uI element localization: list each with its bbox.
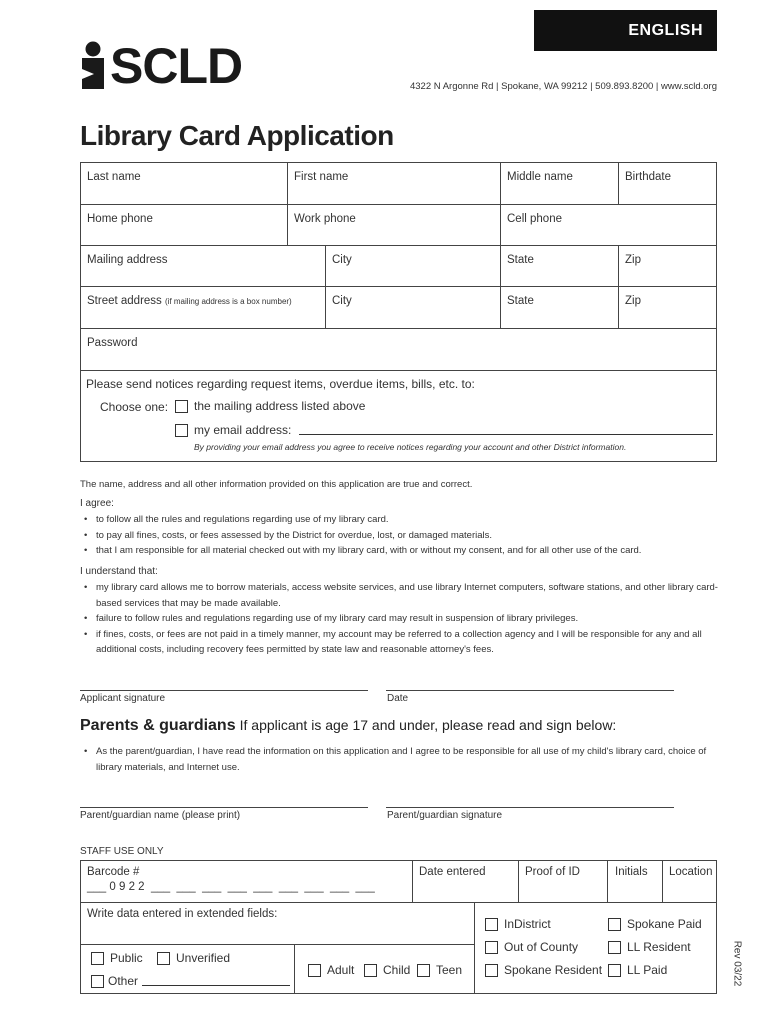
last-name-field[interactable] bbox=[80, 162, 288, 205]
first-name-label: First name bbox=[294, 171, 349, 183]
cell-phone-field[interactable] bbox=[500, 204, 717, 246]
guardians-subtitle: If applicant is age 17 and under, please read and sign below: bbox=[239, 717, 617, 733]
date-line[interactable] bbox=[386, 690, 674, 691]
public-option[interactable] bbox=[91, 951, 143, 965]
teen-checkbox[interactable] bbox=[417, 964, 430, 977]
spokane-resident-label: Spokane Resident bbox=[504, 963, 603, 977]
agree-item: • to follow all the rules and regulations regarding use of my library card. bbox=[80, 512, 710, 528]
email-option[interactable] bbox=[175, 423, 713, 437]
guardians-statement: • As the parent/guardian, I have read the information on this application and I agree to be responsible for all use of my child's library card, choice of library materials, and Internet use. bbox=[80, 744, 710, 775]
ll-paid-label: LL Paid bbox=[627, 963, 668, 977]
first-name-field[interactable] bbox=[287, 162, 501, 205]
state-label: State bbox=[507, 254, 534, 266]
agree-list bbox=[80, 512, 710, 559]
ll-paid-checkbox[interactable] bbox=[608, 964, 621, 977]
ll-resident-option[interactable] bbox=[608, 940, 691, 954]
home-phone-field[interactable] bbox=[80, 204, 288, 246]
other-label: Other bbox=[108, 974, 139, 988]
zip-field-2[interactable] bbox=[618, 286, 717, 329]
child-checkbox[interactable] bbox=[364, 964, 377, 977]
guardian-signature-line[interactable] bbox=[386, 807, 674, 808]
adult-checkbox[interactable] bbox=[308, 964, 321, 977]
logo-text: SCLD bbox=[110, 38, 243, 94]
contact-info: 4322 N Argonne Rd | Spokane, WA 99212 | 509.893.8200 | www.scld.org bbox=[409, 81, 717, 92]
email-input-line[interactable] bbox=[299, 425, 713, 435]
barcode-label: Barcode # bbox=[87, 866, 140, 878]
initials-field[interactable] bbox=[607, 860, 663, 903]
spokane-paid-label: Spokane Paid bbox=[627, 917, 702, 931]
guardian-name-line[interactable] bbox=[80, 807, 368, 808]
mailing-address-checkbox[interactable] bbox=[175, 400, 188, 413]
teen-label: Teen bbox=[436, 963, 463, 977]
guardian-name-label: Parent/guardian name (please print) bbox=[80, 810, 241, 821]
child-option[interactable] bbox=[364, 963, 410, 977]
state-label-2: State bbox=[507, 295, 534, 307]
guardians-title: Parents & guardians bbox=[80, 717, 236, 734]
street-address-field[interactable] bbox=[80, 286, 326, 329]
middle-name-label: Middle name bbox=[507, 171, 573, 183]
mailing-address-label: Mailing address bbox=[87, 254, 168, 266]
work-phone-label: Work phone bbox=[294, 213, 356, 225]
state-field-2[interactable] bbox=[500, 286, 619, 329]
date-label: Date bbox=[387, 693, 409, 704]
applicant-signature-line[interactable] bbox=[80, 690, 368, 691]
date-entered-label: Date entered bbox=[419, 866, 486, 878]
out-of-county-label: Out of County bbox=[504, 940, 579, 954]
email-disclaimer: By providing your email address you agree to receive notices regarding your account and other District information. bbox=[194, 442, 627, 452]
teen-option[interactable] bbox=[417, 963, 462, 977]
in-district-label: InDistrict bbox=[504, 917, 551, 931]
work-phone-field[interactable] bbox=[287, 204, 501, 246]
logo-mark-icon bbox=[80, 41, 106, 91]
mailing-address-field[interactable] bbox=[80, 245, 326, 287]
birthdate-field[interactable] bbox=[618, 162, 717, 205]
birthdate-label: Birthdate bbox=[625, 171, 672, 183]
adult-label: Adult bbox=[327, 963, 355, 977]
language-button[interactable]: ENGLISH bbox=[534, 10, 717, 51]
last-name-label: Last name bbox=[87, 171, 141, 183]
ll-resident-checkbox[interactable] bbox=[608, 941, 621, 954]
agree-heading: I agree: bbox=[80, 498, 114, 509]
city-field-2[interactable] bbox=[325, 286, 501, 329]
password-label: Password bbox=[87, 337, 138, 349]
street-address-note: (if mailing address is a box number) bbox=[165, 297, 292, 306]
child-label: Child bbox=[383, 963, 411, 977]
spokane-resident-option[interactable] bbox=[485, 963, 602, 977]
page-title: Library Card Application bbox=[80, 120, 394, 151]
email-option-label: my email address: bbox=[194, 423, 292, 437]
location-label: Location bbox=[669, 866, 713, 878]
spokane-paid-checkbox[interactable] bbox=[608, 918, 621, 931]
other-checkbox[interactable] bbox=[91, 975, 104, 988]
in-district-checkbox[interactable] bbox=[485, 918, 498, 931]
revision-label: Rev 03/22 bbox=[731, 940, 743, 987]
ll-paid-option[interactable] bbox=[608, 963, 667, 977]
agree-item: • that I am responsible for all material checked out with my library card, with or without my consent, and for all other use of the card. bbox=[80, 543, 710, 559]
public-checkbox[interactable] bbox=[91, 952, 104, 965]
applicant-signature-label: Applicant signature bbox=[80, 693, 166, 704]
adult-option[interactable] bbox=[308, 963, 354, 977]
city-label-2: City bbox=[332, 295, 352, 307]
public-label: Public bbox=[110, 951, 143, 965]
mailing-address-option[interactable] bbox=[175, 399, 365, 413]
city-field[interactable] bbox=[325, 245, 501, 287]
spokane-resident-checkbox[interactable] bbox=[485, 964, 498, 977]
middle-name-field[interactable] bbox=[500, 162, 619, 205]
ll-resident-label: LL Resident bbox=[627, 940, 691, 954]
unverified-option[interactable] bbox=[157, 951, 230, 965]
spokane-paid-option[interactable] bbox=[608, 917, 702, 931]
cell-phone-label: Cell phone bbox=[507, 213, 562, 225]
understand-item: • if fines, costs, or fees are not paid in a timely manner, my account may be referred to a collection agency and I will be responsible for any and all additional costs, including recovery fees permitted by state law and reasonable attorney's fees. bbox=[80, 627, 720, 658]
agree-item: • to pay all fines, costs, or fees assessed by the District for overdue, lost, or damaged materials. bbox=[80, 528, 710, 544]
extended-fields-label: Write data entered in extended fields: bbox=[87, 908, 278, 920]
barcode-value: ___ 0 9 2 2 ___ ___ ___ ___ ___ ___ ___ ___ ___ bbox=[87, 881, 375, 893]
extended-fields-box[interactable] bbox=[80, 902, 475, 945]
date-entered-field[interactable] bbox=[412, 860, 519, 903]
zip-label-2: Zip bbox=[625, 295, 641, 307]
barcode-field[interactable] bbox=[80, 860, 413, 903]
password-field[interactable] bbox=[80, 328, 717, 371]
out-of-county-option[interactable] bbox=[485, 940, 578, 954]
unverified-label: Unverified bbox=[176, 951, 231, 965]
zip-field[interactable] bbox=[618, 245, 717, 287]
understand-item: • failure to follow rules and regulations regarding use of my library card may result in suspension of library privileges. bbox=[80, 611, 720, 627]
guardian-signature-label: Parent/guardian signature bbox=[387, 810, 503, 821]
zip-label: Zip bbox=[625, 254, 641, 266]
state-field[interactable] bbox=[500, 245, 619, 287]
proof-of-id-field[interactable] bbox=[518, 860, 608, 903]
understand-heading: I understand that: bbox=[80, 566, 158, 577]
street-address-label: Street address bbox=[87, 295, 162, 307]
guardians-heading bbox=[80, 717, 616, 735]
scld-logo bbox=[80, 40, 242, 92]
other-option[interactable] bbox=[91, 974, 290, 988]
other-input-line[interactable] bbox=[142, 976, 290, 986]
understand-list bbox=[80, 580, 720, 658]
choose-one-label: Choose one: bbox=[100, 400, 169, 414]
proof-of-id-label: Proof of ID bbox=[525, 866, 580, 878]
out-of-county-checkbox[interactable] bbox=[485, 941, 498, 954]
guardians-list bbox=[80, 744, 710, 775]
location-field[interactable] bbox=[662, 860, 717, 903]
unverified-checkbox[interactable] bbox=[157, 952, 170, 965]
city-label: City bbox=[332, 254, 352, 266]
staff-use-label: STAFF USE ONLY bbox=[80, 846, 164, 857]
home-phone-label: Home phone bbox=[87, 213, 153, 225]
notices-title: Please send notices regarding request items, overdue items, bills, etc. to: bbox=[86, 377, 475, 391]
initials-label: Initials bbox=[615, 866, 648, 878]
in-district-option[interactable] bbox=[485, 917, 551, 931]
mailing-address-option-label: the mailing address listed above bbox=[194, 399, 366, 413]
email-checkbox[interactable] bbox=[175, 424, 188, 437]
understand-item: • my library card allows me to borrow materials, access website services, and use library Internet computers, software stations, and other library card-based services that may be made available. bbox=[80, 580, 720, 611]
truth-statement: The name, address and all other information provided on this application are true and correct. bbox=[80, 479, 473, 490]
